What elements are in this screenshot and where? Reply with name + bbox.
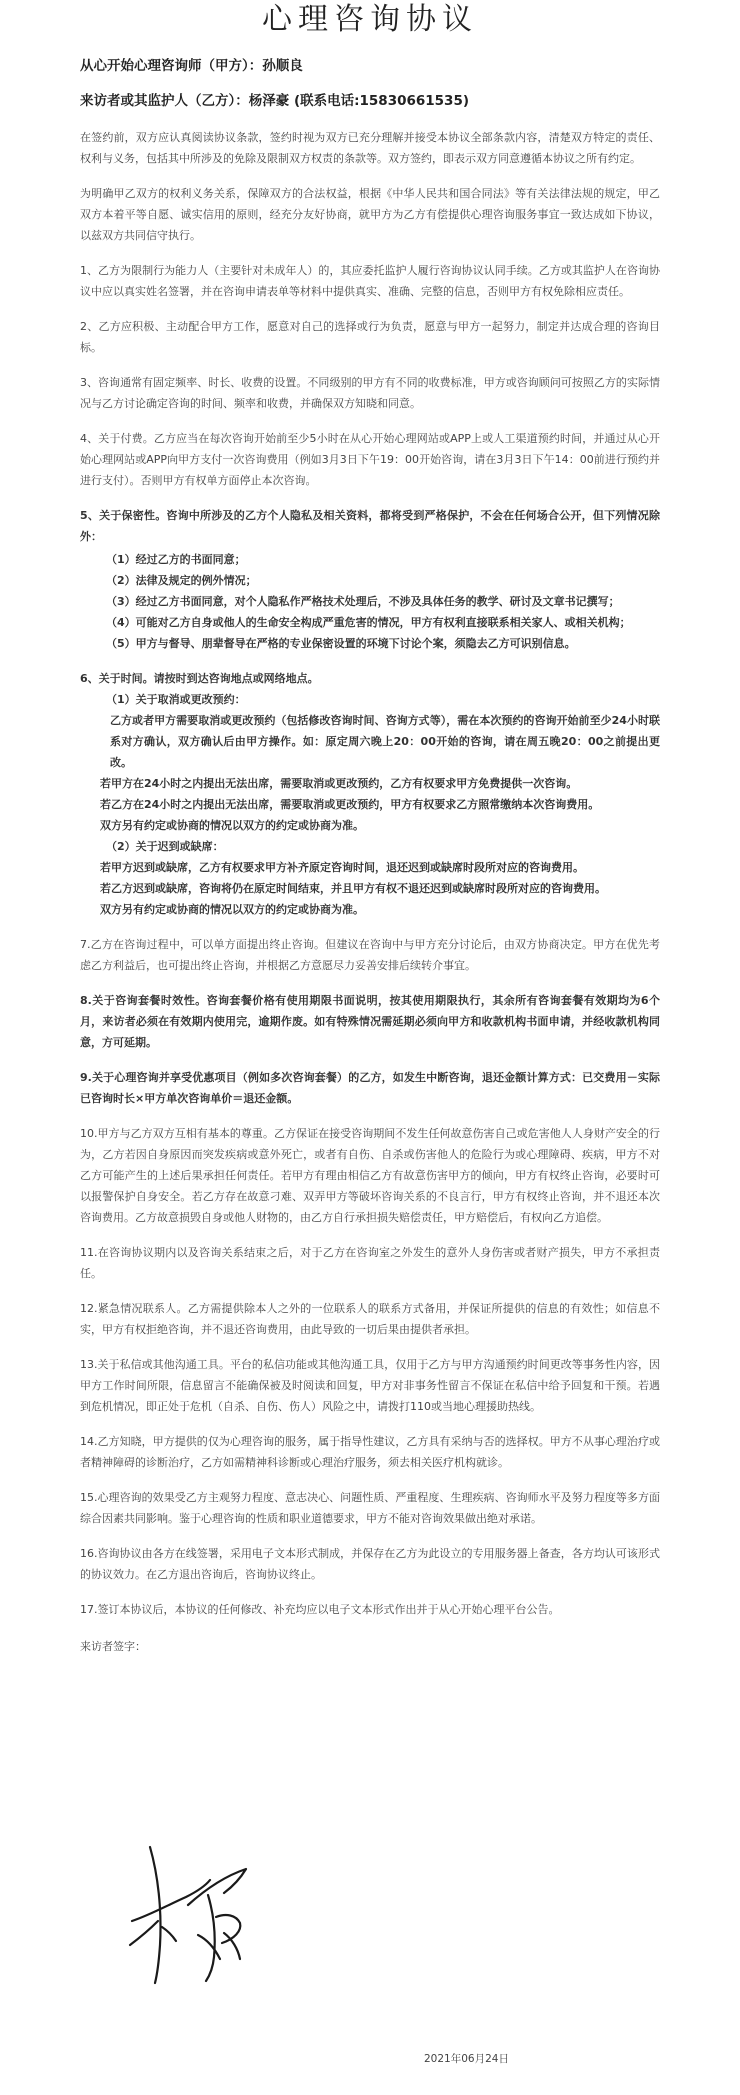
- clause-6-sub1-line: 若甲方在24小时之内提出无法出席，需要取消或更改预约，乙方有权要求甲方免费提供一次咨询。: [100, 777, 578, 790]
- clause-3: 3、咨询通常有固定频率、时长、收费的设置。不同级别的甲方有不同的收费标准，甲方或咨询顾问可按照乙方的实际情况与乙方讨论确定咨询的时间、频率和收费，并确保双方知晓和同意。: [80, 376, 660, 410]
- clause-6-sub2-line: 若甲方迟到或缺席，乙方有权要求甲方补齐原定咨询时间，退还迟到或缺席时段所对应的咨询费用。: [100, 861, 584, 874]
- clause-6-sub2-title: （2）关于迟到或缺席：: [106, 840, 224, 853]
- clause-6-sub1-line: 双方另有约定或协商的情况以双方的约定或协商为准。: [100, 819, 364, 832]
- clause-5-heading: 5、关于保密性。咨询中所涉及的乙方个人隐私及相关资料，都将受到严格保护，不会在任何场合公开，但下列情况除外：: [80, 509, 660, 543]
- clause-10: 10.甲方与乙方双方互相有基本的尊重。乙方保证在接受咨询期间不发生任何故意伤害自己或危害他人人身财产安全的行为，乙方若因自身原因而突发疾病或意外死亡，或者有自伤、自杀或伤害他人的危险行为或心理障碍、疾病，甲方不对乙方可能产生的上述后果承担任何责任。若甲方有理由相信乙方有故意伤害甲方的倾向，甲方有权终止咨询，必要时可以报警保护自身安全。若乙方存在故意刁难、双弄甲方等破坏咨询关系的不良言行，甲方有权终止咨询，并不退还本次咨询费用。乙方故意损毁自身或他人财物的，由乙方自行承担损失赔偿责任，甲方赔偿后，有权向乙方追偿。: [80, 1127, 660, 1224]
- clause-13: 13.关于私信或其他沟通工具。平台的私信功能或其他沟通工具，仅用于乙方与甲方沟通预约时间更改等事务性内容，因甲方工作时间所限，信息留言不能确保被及时阅读和回复，甲方对非事务性留言不保证在私信中给予回复和干预。若遇到危机情况，即正处于危机（自杀、自伤、伤人）风险之中，请拨打110或当地心理援助热线。: [80, 1358, 660, 1413]
- clause-5-item: （3）经过乙方书面同意，对个人隐私作严格技术处理后，不涉及具体任务的教学、研讨及文章书记撰写；: [106, 595, 620, 608]
- clause-7: 7.乙方在咨询过程中，可以单方面提出终止咨询。但建议在咨询中与甲方充分讨论后，由双方协商决定。甲方在优先考虑乙方利益后，也可提出终止咨询，并根据乙方意愿尽力妥善安排后续转介事宜。: [80, 938, 660, 972]
- handwritten-signature: [128, 1835, 268, 1985]
- clause-11: 11.在咨询协议期内以及咨询关系结束之后，对于乙方在咨询室之外发生的意外人身伤害或者财产损失，甲方不承担责任。: [80, 1246, 660, 1280]
- clause-17: 17.签订本协议后，本协议的任何修改、补充均应以电子文本形式作出并于从心开始心理平台公告。: [80, 1603, 560, 1616]
- clause-2: 2、乙方应积极、主动配合甲方工作，愿意对自己的选择或行为负责，愿意与甲方一起努力，制定并达成合理的咨询目标。: [80, 320, 660, 354]
- clause-6-sub2-line: 双方另有约定或协商的情况以双方的约定或协商为准。: [100, 903, 364, 916]
- clause-6-sub1-line: 若乙方在24小时之内提出无法出席，需要取消或更改预约，甲方有权要求乙方照常缴纳本次咨询费用。: [100, 798, 600, 811]
- clause-12: 12.紧急情况联系人。乙方需提供除本人之外的一位联系人的联系方式备用，并保证所提供的信息的有效性；如信息不实，甲方有权拒绝咨询，并不退还咨询费用，由此导致的一切后果由提供者承担。: [80, 1302, 660, 1336]
- intro-paragraph-2: 为明确甲乙双方的权利义务关系，保障双方的合法权益，根据《中华人民共和国合同法》等有关法律法规的规定，甲乙双方本着平等自愿、诚实信用的原则，经充分友好协商，就甲方为乙方有偿提供心理咨询服务事宜一致达成如下协议，以兹双方共同信守执行。: [80, 187, 660, 242]
- clause-14: 14.乙方知晓，甲方提供的仅为心理咨询的服务，属于指导性建议，乙方具有采纳与否的选择权。甲方不从事心理治疗或者精神障碍的诊断治疗，乙方如需精神科诊断或心理治疗服务，须去相关医疗机构就诊。: [80, 1435, 660, 1469]
- clause-16: 16.咨询协议由各方在线签署，采用电子文本形式制成，并保存在乙方为此设立的专用服务器上备查，各方均认可该形式的协议效力。在乙方退出咨询后，咨询协议终止。: [80, 1547, 660, 1581]
- intro-paragraph-1: 在签约前，双方应认真阅读协议条款，签约时视为双方已充分理解并接受本协议全部条款内容，清楚双方特定的责任、权利与义务，包括其中所涉及的免除及限制双方权责的条款等。双方签约，即表示双方同意遵循本协议之所有约定。: [80, 131, 660, 165]
- clause-4: 4、关于付费。乙方应当在每次咨询开始前至少5小时在从心开始心理网站或APP上或人工渠道预约时间，并通过从心开始心理网站或APP向甲方支付一次咨询费用（例如3月3日下午19：00开始咨询，请在3月3日下午14：00前进行预约并进行支付）。否则甲方有权单方面停止本次咨询。: [80, 432, 660, 487]
- clause-5-item: （2）法律及规定的例外情况；: [106, 574, 257, 587]
- clause-15: 15.心理咨询的效果受乙方主观努力程度、意志决心、问题性质、严重程度、生理疾病、咨询师水平及努力程度等多方面综合因素共同影响。鉴于心理咨询的性质和职业道德要求，甲方不能对咨询效果做出绝对承诺。: [80, 1491, 660, 1525]
- signing-date: 2021年06月24日: [424, 2053, 509, 2065]
- clause-5-item: （1）经过乙方的书面同意；: [106, 553, 246, 566]
- party-b-line: 来访者或其监护人（乙方）：杨泽豪 (联系电话:15830661535): [80, 93, 470, 109]
- clause-5-item: （5）甲方与督导、朋辈督导在严格的专业保密设置的环境下讨论个案，须隐去乙方可识别信息。: [106, 637, 576, 650]
- document-title: 心理咨询协议: [262, 2, 478, 37]
- clause-5-item: （4）可能对乙方自身或他人的生命安全构成严重危害的情况，甲方有权利直接联系相关家人、或相关机构；: [106, 616, 631, 629]
- signer-label: 来访者签字：: [80, 1640, 146, 1653]
- clause-6-sub2-line: 若乙方迟到或缺席，咨询将仍在原定时间结束，并且甲方有权不退还迟到或缺席时段所对应的咨询费用。: [100, 882, 606, 895]
- clause-6-sub1-line: 乙方或者甲方需要取消或更改预约（包括修改咨询时间、咨询方式等），需在本次预约的咨询开始前至少24小时联系对方确认，双方确认后由甲方操作。如：原定周六晚上20：00开始的咨询，请在周五晚20：00之前提出更改。: [110, 714, 660, 769]
- clause-6-heading: 6、关于时间。请按时到达咨询地点或网络地点。: [80, 672, 319, 685]
- party-a-line: 从心开始心理咨询师（甲方）：孙顺良: [80, 58, 303, 74]
- clause-1: 1、乙方为限制行为能力人（主要针对未成年人）的，其应委托监护人履行咨询协议认同手续。乙方或其监护人在咨询协议中应以真实姓名签署，并在咨询申请表单等材料中提供真实、准确、完整的信息，否则甲方有权免除相应责任。: [80, 264, 660, 298]
- clause-8: 8.关于咨询套餐时效性。咨询套餐价格有使用期限书面说明，按其使用期限执行，其余所有咨询套餐有效期均为6个月，来访者必须在有效期内使用完，逾期作废。如有特殊情况需延期必须向甲方和收款机构书面申请，并经收款机构同意，方可延期。: [80, 994, 660, 1049]
- clause-6-sub1-title: （1）关于取消或更改预约：: [106, 693, 246, 706]
- clause-9: 9.关于心理咨询并享受优惠项目（例如多次咨询套餐）的乙方，如发生中断咨询，退还金额计算方式：已交费用－实际已咨询时长×甲方单次咨询单价＝退还金额。: [80, 1071, 660, 1105]
